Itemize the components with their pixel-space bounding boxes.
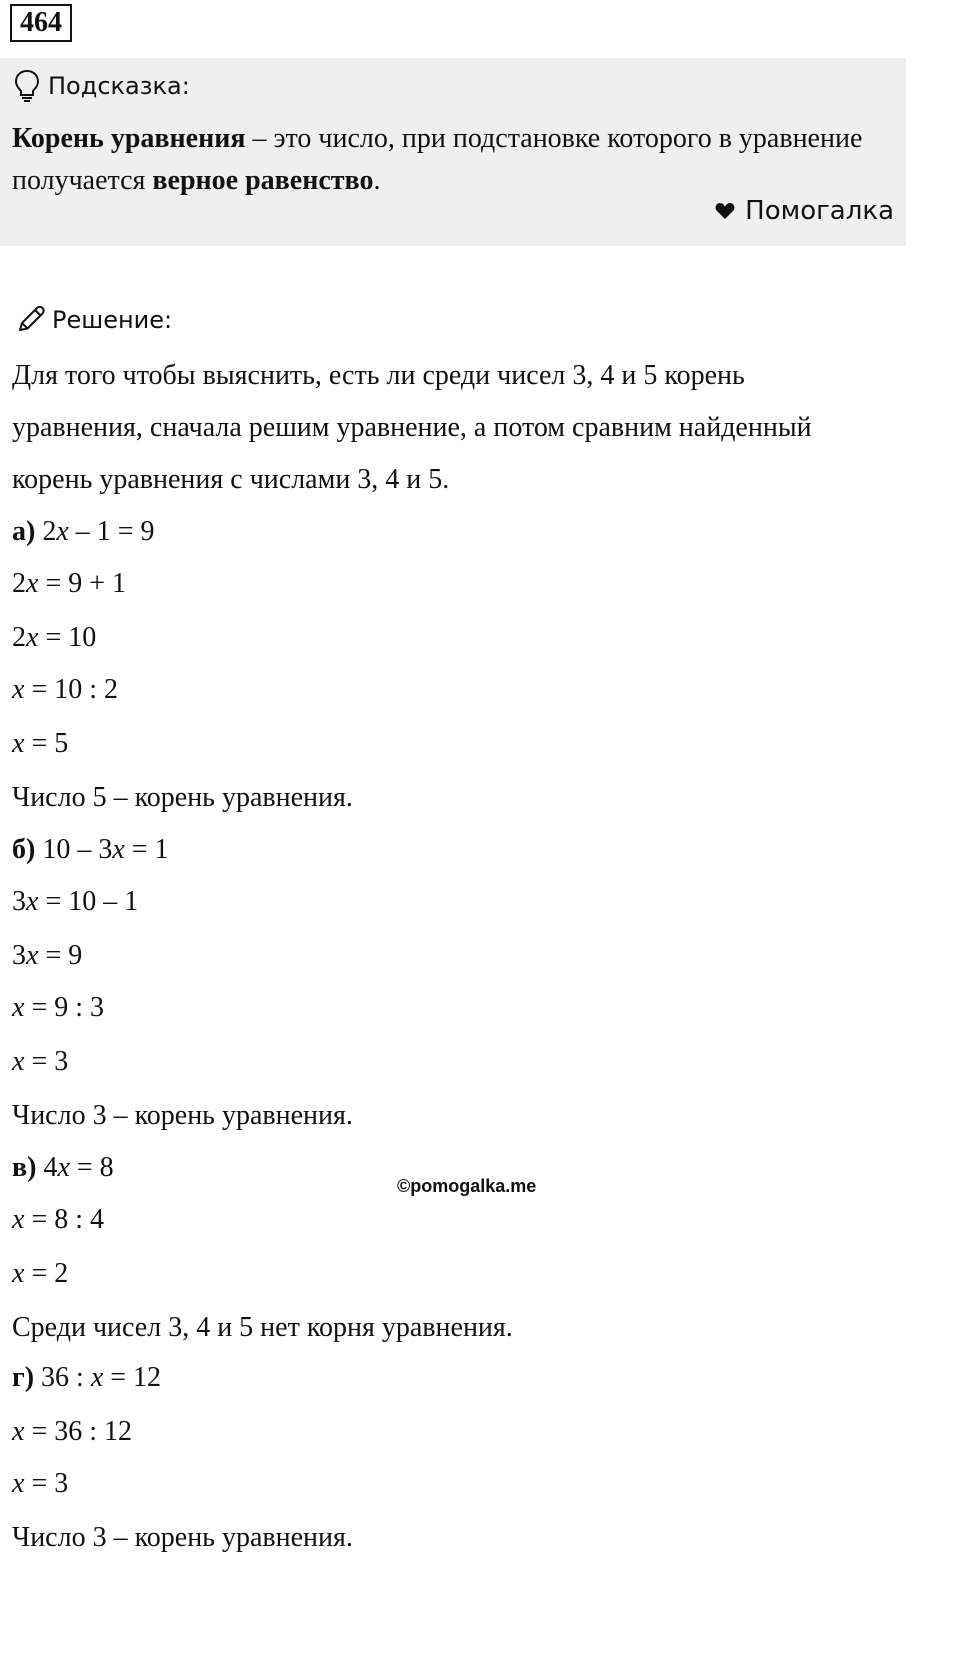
part-d-step-1: x = 36 : 12: [12, 1416, 133, 1447]
part-a-step-4: x = 5: [12, 728, 69, 759]
lightbulb-icon: [14, 69, 40, 103]
part-a-eq-lhs: 2: [42, 516, 57, 547]
hint-term: Корень уравнения: [12, 123, 246, 154]
part-a-conclusion: Число 5 – корень уравнения.: [12, 782, 353, 813]
part-c-label: в): [12, 1152, 37, 1183]
part-b-step-4: x = 3: [12, 1046, 69, 1077]
hint-term2: верное равенство: [152, 165, 374, 196]
hint-title-label: Подсказка:: [48, 72, 190, 100]
part-d-label: г): [12, 1362, 35, 1393]
part-a-step-1: 2x = 9 + 1: [12, 568, 127, 599]
heart-icon: [715, 202, 735, 220]
intro-line-2: уравнения, сначала решим уравнение, а потом сравним найденный: [12, 412, 812, 443]
hint-box: [0, 58, 906, 246]
part-d-conclusion: Число 3 – корень уравнения.: [12, 1522, 353, 1553]
part-b-label: б): [12, 834, 36, 865]
pencil-icon: [14, 304, 46, 336]
part-a-label: а): [12, 516, 36, 547]
part-a-equation: [12, 512, 155, 552]
part-b-equation: б) 10 – 3x = 1: [12, 834, 169, 865]
part-a-eq-rhs: – 1 = 9: [68, 516, 155, 547]
part-b-step-1: 3x = 10 – 1: [12, 886, 139, 917]
hint-text-mid: – это число, при подстановке которого в уравнение получается: [12, 123, 863, 196]
solution-title: [14, 300, 172, 340]
solution-title-label: Решение:: [52, 306, 173, 334]
part-c-step-1: x = 8 : 4: [12, 1204, 105, 1235]
part-a-step-2: 2x = 10: [12, 622, 97, 653]
hint-title: [14, 66, 190, 106]
part-b-step-3: x = 9 : 3: [12, 992, 105, 1023]
intro-line-1: Для того чтобы выяснить, есть ли среди чисел 3, 4 и 5 корень: [12, 360, 745, 391]
part-a-step-3: x = 10 : 2: [12, 674, 119, 705]
task-number: 464: [10, 4, 72, 42]
part-c-equation: в) 4x = 8: [12, 1152, 114, 1183]
watermark: ©pomogalka.me: [397, 1176, 537, 1196]
brand-label: Помогалка: [745, 196, 894, 226]
part-d-equation: г) 36 : x = 12: [12, 1362, 162, 1393]
part-b-step-2: 3x = 9: [12, 940, 83, 971]
part-d-step-2: x = 3: [12, 1468, 69, 1499]
var-x: x: [56, 516, 69, 547]
part-b-conclusion: Число 3 – корень уравнения.: [12, 1100, 353, 1131]
part-c-conclusion: Среди чисел 3, 4 и 5 нет корня уравнения.: [12, 1312, 513, 1343]
intro-line-3: корень уравнения с числами 3, 4 и 5.: [12, 464, 450, 495]
brand: [715, 196, 894, 226]
hint-text: [12, 118, 892, 202]
hint-text-end: .: [373, 165, 381, 196]
part-c-step-2: x = 2: [12, 1258, 69, 1289]
